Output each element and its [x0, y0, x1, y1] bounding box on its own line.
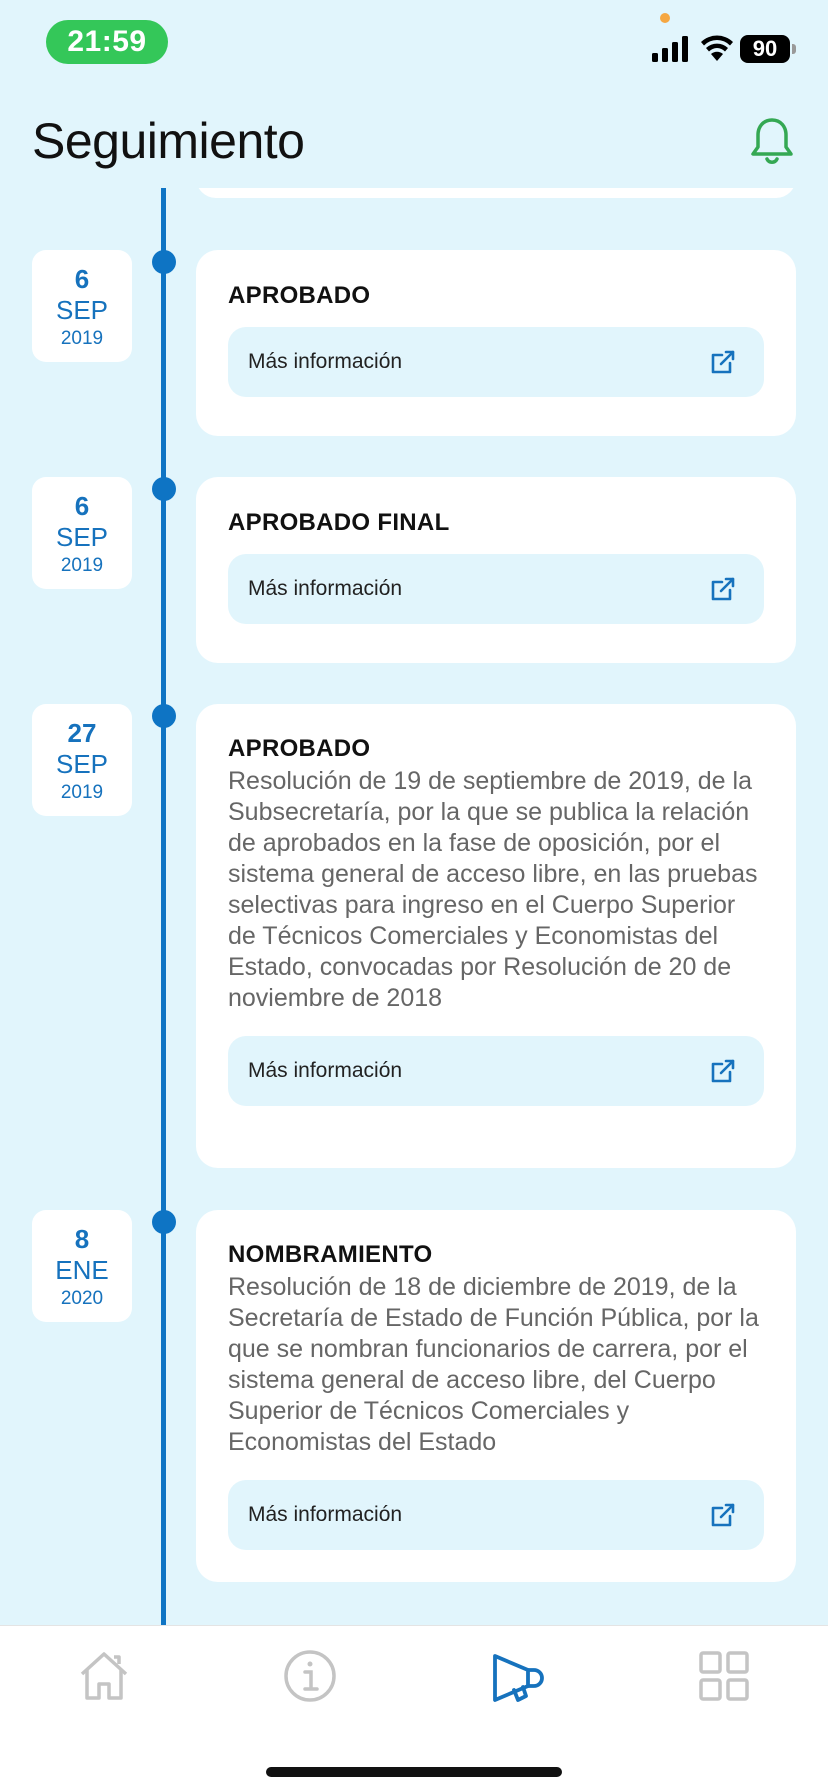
timeline-line: [161, 188, 166, 1625]
battery-indicator: [740, 35, 796, 63]
more-info-label: Más información: [248, 350, 403, 373]
date-day: 27: [67, 718, 97, 748]
timeline-card-partial: [196, 188, 796, 198]
more-info-label: Más información: [248, 1059, 403, 1082]
external-link-icon: [710, 576, 736, 602]
card-title: APROBADO FINAL: [228, 509, 450, 536]
timeline-card: [196, 477, 796, 663]
date-year: 2020: [60, 1288, 104, 1309]
timeline[interactable]: [0, 188, 828, 1625]
tab-home[interactable]: [76, 1648, 132, 1704]
timeline-dot: [152, 250, 176, 274]
status-time: 21:59: [46, 20, 168, 64]
date-year: 2019: [60, 782, 104, 803]
more-info-button[interactable]: [228, 1036, 764, 1106]
date-month: SEP: [55, 295, 109, 325]
date-year: 2019: [60, 555, 104, 576]
battery-cap: [792, 44, 796, 54]
cellular-signal-icon: [652, 36, 690, 62]
date-day: 8: [74, 1224, 90, 1254]
card-description: Resolución de 19 de septiembre de 2019, de la Subsecretaría, por la que se publica la relación de aprobados en la fase de oposición, por el sistema general de acceso libre, en las pruebas selectivas para ingreso en el Cuerpo Superior de Técnicos Comerciales y Economistas del Estado, convocadas por Resolución de 20 de noviembre de 2018: [228, 767, 758, 1012]
card-title: NOMBRAMIENTO: [228, 1241, 433, 1268]
more-info-button[interactable]: [228, 1480, 764, 1550]
tab-info[interactable]: [282, 1648, 338, 1704]
timeline-card: [196, 250, 796, 436]
status-bar: [0, 0, 828, 90]
info-icon: [282, 1648, 338, 1704]
more-info-label: Más información: [248, 1503, 403, 1526]
card-title: APROBADO: [228, 735, 371, 762]
home-icon: [76, 1648, 132, 1704]
home-indicator[interactable]: [266, 1767, 562, 1777]
date-month: SEP: [55, 522, 109, 552]
privacy-indicator-dot: [660, 13, 670, 23]
page-title: Seguimiento: [32, 113, 305, 169]
tab-announcements[interactable]: [490, 1648, 546, 1704]
date-month: SEP: [55, 749, 109, 779]
date-year: 2019: [60, 328, 104, 349]
date-day: 6: [74, 491, 90, 521]
date-badge: [32, 250, 132, 362]
more-info-button[interactable]: [228, 327, 764, 397]
more-info-label: Más información: [248, 577, 403, 600]
external-link-icon: [710, 1502, 736, 1528]
wifi-icon: [700, 34, 734, 62]
timeline-dot: [152, 477, 176, 501]
date-month: ENE: [55, 1255, 109, 1285]
bell-icon[interactable]: [748, 116, 796, 166]
card-description: Resolución de 18 de diciembre de 2019, de la Secretaría de Estado de Función Pública, por la que se nombran funcionarios de carrera, por el sistema general de acceso libre, del Cuerpo Superior de Técnicos Comerciales y Economistas del Estado: [228, 1273, 759, 1456]
date-badge: [32, 477, 132, 589]
date-day: 6: [74, 264, 90, 294]
date-badge: [32, 704, 132, 816]
megaphone-icon: [490, 1648, 546, 1704]
card-title: APROBADO: [228, 282, 371, 309]
battery-level: 90: [740, 35, 790, 63]
tab-more[interactable]: [696, 1648, 752, 1704]
external-link-icon: [710, 1058, 736, 1084]
more-info-button[interactable]: [228, 554, 764, 624]
grid-icon: [696, 1648, 752, 1704]
timeline-card: [196, 704, 796, 1168]
tab-bar: [0, 1625, 828, 1792]
timeline-card: [196, 1210, 796, 1582]
timeline-dot: [152, 1210, 176, 1234]
date-badge: [32, 1210, 132, 1322]
timeline-dot: [152, 704, 176, 728]
external-link-icon: [710, 349, 736, 375]
